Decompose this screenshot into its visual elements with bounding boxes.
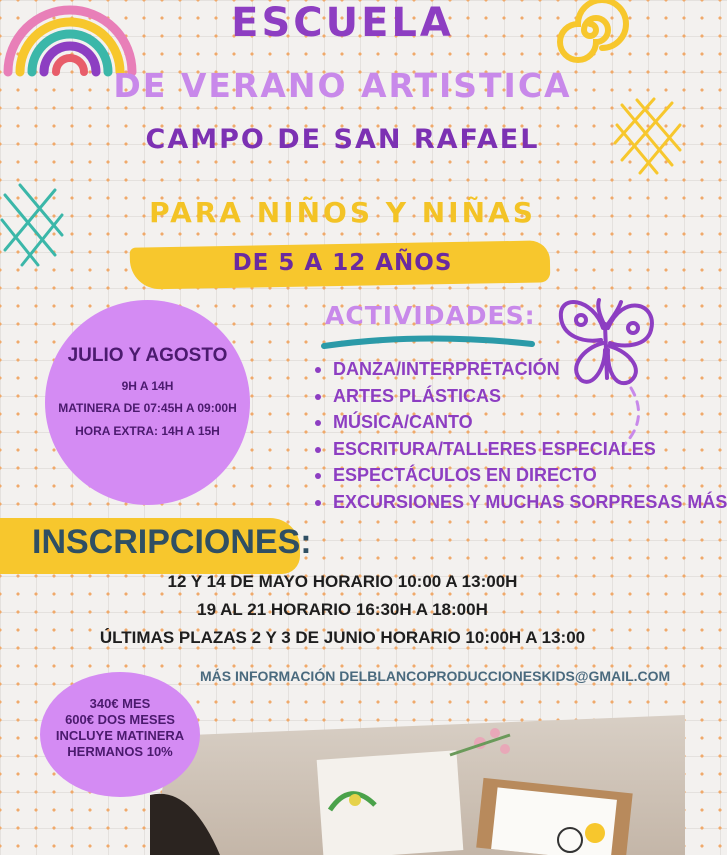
price-line: 340€ MES — [89, 696, 151, 711]
teal-underline — [322, 334, 534, 350]
list-item: MÚSICA/CANTO — [315, 409, 727, 436]
children-painting-photo — [150, 715, 685, 855]
list-item: ARTES PLÁSTICAS — [315, 383, 727, 410]
price-line: 600€ DOS MESES — [65, 712, 175, 727]
schedule-heading: JULIO Y AGOSTO — [67, 345, 228, 366]
contact-info: MÁS INFORMACIÓN DELBLANCOPRODUCCIONESKIDS@GMAIL.COM — [200, 668, 671, 684]
schedule-line: MATINERA DE 07:45H A 09:00H — [58, 401, 237, 415]
title-campo: CAMPO DE SAN RAFAEL — [145, 124, 540, 155]
price-line: HERMANOS 10% — [67, 744, 173, 759]
audience-label: PARA NIÑOS Y NIÑAS — [149, 196, 536, 229]
registration-heading: INSCRIPCIONES: — [32, 523, 312, 561]
list-item: ESPECTÁCULOS EN DIRECTO — [315, 462, 727, 489]
ages-label: DE 5 A 12 AÑOS — [232, 250, 453, 276]
title-verano-artistica: DE VERANO ARTISTICA — [113, 66, 572, 105]
list-item: EXCURSIONES Y MUCHAS SORPRESAS MÁS — [315, 489, 727, 516]
activities-heading: ACTIVIDADES: — [325, 301, 536, 330]
list-item: DANZA/INTERPRETACIÓN — [315, 356, 727, 383]
registration-line: 12 Y 14 DE MAYO HORARIO 10:00 A 13:00H — [167, 572, 518, 591]
registration-line: ÚLTIMAS PLAZAS 2 Y 3 DE JUNIO HORARIO 10:00H A 13:00 — [99, 628, 586, 647]
price-line: INCLUYE MATINERA — [55, 728, 185, 743]
schedule-line: 9H A 14H — [121, 379, 174, 393]
list-item: ESCRITURA/TALLERES ESPECIALES — [315, 436, 727, 463]
activities-list — [315, 356, 727, 515]
schedule-line: HORA EXTRA: 14H A 15H — [75, 424, 220, 438]
title-escuela: ESCUELA — [231, 0, 454, 46]
registration-line: 19 AL 21 HORARIO 16:30H A 18:00H — [197, 600, 488, 619]
